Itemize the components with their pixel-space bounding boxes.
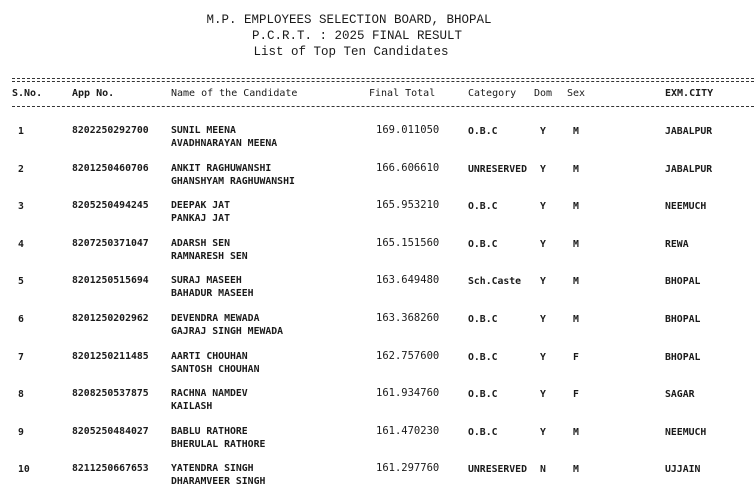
category: O.B.C bbox=[468, 238, 498, 250]
final-total: 163.649480 bbox=[376, 274, 440, 287]
serial-number: 2 bbox=[18, 163, 24, 175]
result-title: P.C.R.T. : 2025 FINAL RESULT bbox=[251, 29, 463, 43]
exam-city: BHOPAL bbox=[665, 276, 701, 288]
app-number: 8205250484027 bbox=[72, 425, 149, 437]
header-rule-top-2 bbox=[12, 81, 754, 82]
sex: M bbox=[573, 238, 579, 250]
header-rule-top bbox=[12, 78, 754, 79]
final-total: 161.297760 bbox=[376, 462, 440, 475]
domicile: Y bbox=[540, 163, 546, 175]
final-total: 162.757600 bbox=[376, 349, 440, 362]
father-name: GAJRAJ SINGH MEWADA bbox=[171, 326, 284, 337]
app-number: 8202250292700 bbox=[72, 125, 149, 136]
table-row bbox=[0, 425, 754, 463]
final-total: 163.368260 bbox=[376, 312, 440, 324]
father-name: DHARAMVEER SINGH bbox=[171, 476, 266, 488]
column-header-dom: Dom bbox=[534, 88, 553, 99]
table-row bbox=[0, 462, 754, 500]
exam-city: NEEMUCH bbox=[665, 426, 707, 438]
table-row bbox=[0, 124, 754, 162]
candidate-name: ANKIT RAGHUWANSHI bbox=[171, 162, 272, 174]
column-header-sex: Sex bbox=[567, 88, 586, 99]
exam-city: BHOPAL bbox=[665, 351, 701, 363]
father-name: KAILASH bbox=[171, 401, 213, 413]
candidate-name: DEEPAK JAT bbox=[171, 200, 230, 212]
exam-city: REWA bbox=[665, 238, 689, 250]
domicile: Y bbox=[540, 238, 546, 250]
app-number: 8208250537875 bbox=[72, 388, 149, 400]
domicile: Y bbox=[540, 276, 546, 288]
category: O.B.C bbox=[468, 126, 498, 137]
final-total: 161.934760 bbox=[376, 387, 440, 400]
candidate-name: SURAJ MASEEH bbox=[171, 275, 242, 287]
exam-city: NEEMUCH bbox=[665, 201, 707, 213]
column-header-name: Name of the Candidate bbox=[171, 88, 298, 99]
table-row bbox=[0, 162, 754, 200]
category: O.B.C bbox=[468, 426, 498, 438]
serial-number: 8 bbox=[18, 389, 24, 401]
candidate-name: RACHNA NAMDEV bbox=[171, 388, 248, 400]
category: O.B.C bbox=[468, 314, 498, 325]
table-row bbox=[0, 350, 754, 388]
table-row bbox=[0, 387, 754, 425]
app-number: 8201250515694 bbox=[72, 275, 149, 287]
domicile: Y bbox=[540, 314, 546, 325]
sex: F bbox=[573, 351, 579, 363]
father-name: BHERULAL RATHORE bbox=[171, 438, 266, 450]
sex: M bbox=[573, 201, 579, 213]
table-row bbox=[0, 312, 754, 350]
domicile: Y bbox=[540, 201, 546, 213]
table-row bbox=[0, 274, 754, 312]
category: O.B.C bbox=[468, 389, 498, 401]
father-name: SANTOSH CHOUHAN bbox=[171, 363, 260, 375]
candidate-name: SUNIL MEENA bbox=[171, 125, 236, 136]
father-name: PANKAJ JAT bbox=[171, 213, 230, 225]
final-total: 169.011050 bbox=[376, 124, 440, 136]
app-number: 8207250371047 bbox=[72, 237, 149, 249]
app-number: 8201250202962 bbox=[72, 313, 149, 324]
exam-city: UJJAIN bbox=[665, 464, 701, 476]
category: UNRESERVED bbox=[468, 464, 527, 476]
father-name: GHANSHYAM RAGHUWANSHI bbox=[171, 175, 295, 187]
sex: M bbox=[573, 426, 579, 438]
serial-number: 9 bbox=[18, 426, 24, 438]
candidate-name: BABLU RATHORE bbox=[171, 425, 248, 437]
father-name: RAMNARESH SEN bbox=[171, 250, 248, 262]
app-number: 8205250494245 bbox=[72, 200, 149, 212]
final-total: 161.470230 bbox=[376, 424, 440, 437]
sex: M bbox=[573, 163, 579, 175]
serial-number: 10 bbox=[18, 464, 30, 476]
column-header-exam-city: EXM.CITY bbox=[665, 88, 714, 99]
candidate-name: AARTI CHOUHAN bbox=[171, 350, 248, 362]
serial-number: 6 bbox=[18, 314, 24, 325]
serial-number: 1 bbox=[18, 126, 24, 137]
exam-city: BHOPAL bbox=[665, 314, 701, 325]
domicile: Y bbox=[540, 351, 546, 363]
serial-number: 5 bbox=[18, 276, 24, 288]
exam-city: SAGAR bbox=[665, 389, 695, 401]
category: Sch.Caste bbox=[468, 276, 522, 288]
domicile: Y bbox=[540, 126, 546, 137]
candidate-name: YATENDRA SINGH bbox=[171, 463, 254, 475]
father-name: BAHADUR MASEEH bbox=[171, 288, 254, 300]
final-total: 166.606610 bbox=[376, 161, 440, 174]
domicile: N bbox=[540, 464, 546, 476]
serial-number: 3 bbox=[18, 201, 24, 213]
column-header-final-total: Final Total bbox=[369, 88, 436, 99]
domicile: Y bbox=[540, 426, 546, 438]
app-number: 8201250211485 bbox=[72, 350, 149, 362]
sex: F bbox=[573, 389, 579, 401]
table-row bbox=[0, 237, 754, 275]
sex: M bbox=[573, 464, 579, 476]
column-header-app-no: App No. bbox=[72, 88, 115, 99]
final-total: 165.953210 bbox=[376, 199, 440, 212]
category: UNRESERVED bbox=[468, 163, 527, 175]
column-header-category: Category bbox=[468, 88, 517, 99]
sex: M bbox=[573, 126, 579, 137]
serial-number: 4 bbox=[18, 238, 24, 250]
candidate-name: DEVENDRA MEWADA bbox=[171, 313, 260, 324]
header-rule-bottom bbox=[12, 106, 754, 107]
exam-city: JABALPUR bbox=[665, 126, 713, 137]
board-title: M.P. EMPLOYEES SELECTION BOARD, BHOPAL bbox=[206, 13, 492, 27]
serial-number: 7 bbox=[18, 351, 24, 363]
list-title: List of Top Ten Candidates bbox=[253, 45, 449, 59]
app-number: 8211250667653 bbox=[72, 463, 149, 475]
app-number: 8201250460706 bbox=[72, 162, 149, 174]
sex: M bbox=[573, 314, 579, 325]
table-row bbox=[0, 199, 754, 237]
domicile: Y bbox=[540, 389, 546, 401]
father-name: AVADHNARAYAN MEENA bbox=[171, 138, 278, 149]
final-total: 165.151560 bbox=[376, 236, 440, 249]
category: O.B.C bbox=[468, 201, 498, 213]
candidate-name: ADARSH SEN bbox=[171, 237, 230, 249]
column-header-sno: S.No. bbox=[12, 88, 43, 99]
category: O.B.C bbox=[468, 351, 498, 363]
sex: M bbox=[573, 276, 579, 288]
exam-city: JABALPUR bbox=[665, 163, 713, 175]
